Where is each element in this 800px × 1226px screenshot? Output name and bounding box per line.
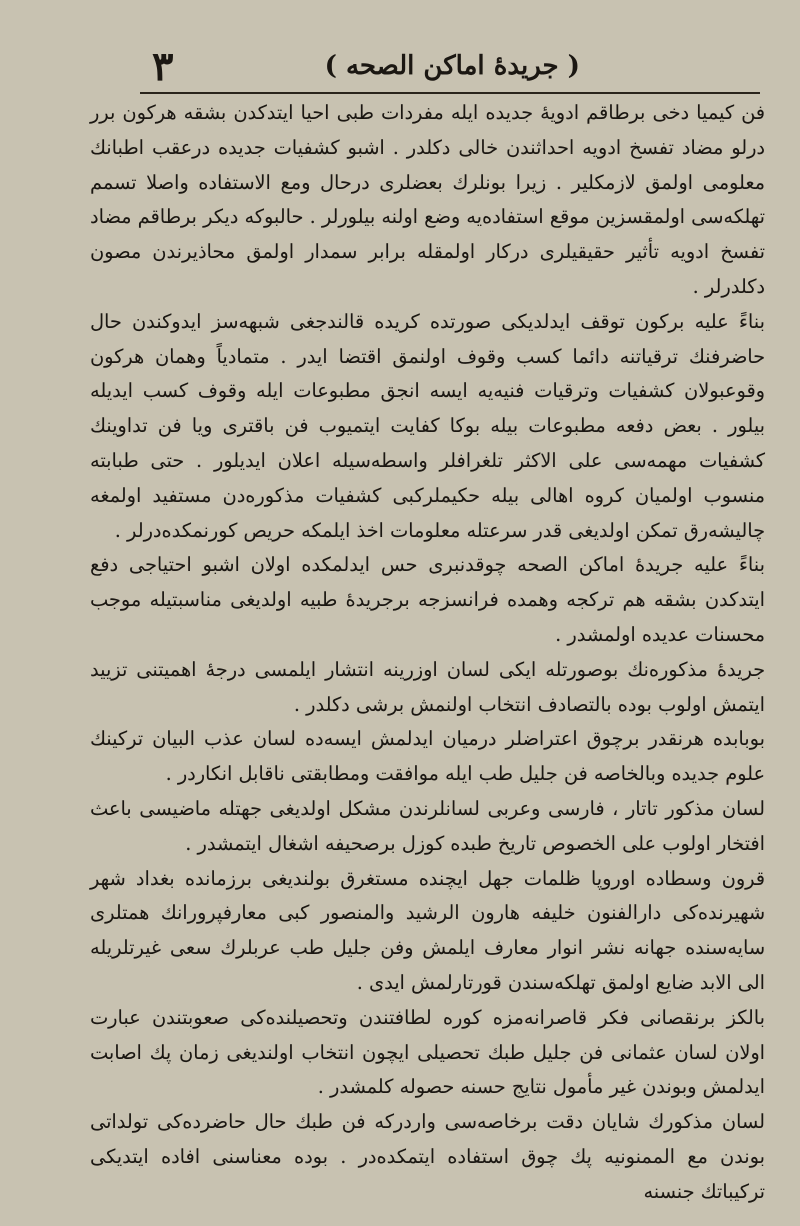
page-number: ٣ xyxy=(152,42,174,90)
paragraph: بناءً علیه برکون توقف ایدلدیکی صورتده کریده قالندجغی شبهه‌سز ایدوکندن حال حاضرفنك ترقیاتنه دائما کسب وقوف اولنمق اقتضا ایدر . متمادیاً وهمان هرکون وقوعبولان کشفیات وترقیات فنیه‌یه ایسه انجق مطبوعات ایله وقوف کسب ایدیله بیلور . بعض دفعه مطبوعات بیله بوکا کفایت ایتمیوب فن باقتری ویا فن تداوینك کشفیات مهمه‌سی علی الاکثر تلغرافلر واسطه‌سیله اعلان ایدیلور . حتی طبابته منسوب اولمیان کروه اهالی بیله حکیملرکبی کشفیات مذکوره‌دن مستفید اولمغه چالیشه‌رق تمکن اولدیغی قدر سرعتله معلومات اخذ ایلمکه حریص کورنمکده‌درلر . xyxy=(90,309,765,542)
page-header xyxy=(140,38,760,94)
paragraph: بناءً علیه جریدۀ اماکن الصحه چوقدنبری حس ایدلمکده اولان اشبو احتیاجی دفع ایتدکدن بشقه هم ترکجه وهمده فرانسزجه برجریدۀ طبیه اولدیغی مناسبتیله موجب محسنات عدیده اولمشدر . xyxy=(90,553,765,646)
paragraph: بوبابده هرنقدر برچوق اعتراضلر درمیان ایدلمش ایسه‌ده لسان عذب البیان ترکینك علوم جدیده وبالخاصه فن جلیل طب ایله موافقت ومطابقتی ناقابل انکاردر . xyxy=(90,727,765,786)
header-rule xyxy=(140,92,760,94)
paragraph: بالکز برنقصانی فکر قاصرانه‌مزه کوره لطافتندن وتحصیلنده‌کی صعوبتندن عبارت اولان لسان عثمانی فن جلیل طبك تحصیلی ایچون انتخاب اولندیغی زمان پك اصابت ایدلمش وبوندن غیر مأمول نتایج حسنه حصوله کلمشدر . xyxy=(90,1005,765,1099)
paragraph: فن کیمیا دخی برطاقم ادویۀ جدیده ایله مفردات طبی احیا ایتدکدن بشقه هرکون برر درلو مضاد تفسخ ادویه احداثندن خالی دکلدر . اشبو کشفیات جدیده درعقب اطبانك معلومی اولمق لازمکلیر . زیرا بونلرك بعضلری درحال ومع الاستفاده واصلا تسمم تهلکه‌سی اولمقسزین موقع استفاده‌یه وضع اولنه بیلورلر . حالبوکه دیکر برطاقم مضاد تفسخ ادویه تأثیر حقیقیلری درکار اولمقله برابر سمدار اولمق محاذیرندن مصون دکلدرلر . xyxy=(90,101,765,298)
running-title: ( جریدۀ اماکن الصحه ) xyxy=(324,51,580,81)
paragraph: لسان مذکور تاتار ، فارسی وعربی لسانلرندن مشکل اولدیغی جهتله ماضیسی باعث افتخار اولوب علی الخصوص تاریخ طبده کوزل برصحیفه اشغال ایتمشدر . xyxy=(90,796,765,855)
paragraph: لسان مذکورك شایان دقت برخاصه‌سی واردرکه فن طبك حال حاضرده‌کی تولداتی بوندن مع الممنونیه پك چوق استفاده ایتمکده‌در . بوده معناسنی افاده ایتدیکی ترکیباتك جنسنه xyxy=(90,1110,765,1203)
paragraph: جریدۀ مذکوره‌نك بوصورتله ایکی لسان اوزرینه انتشار ایلمسی درجۀ اهمیتنی تزیید ایتمش اولوب بوده بالتصادف انتخاب اولنمش برشی دکلدر . xyxy=(90,657,765,716)
article-body xyxy=(90,96,765,1203)
paragraph: قرون وسطاده اوروپا ظلمات جهل ایچنده مستغرق بولندیغی برزمانده بغداد شهر شهیرنده‌کی دارالفنون خلیفه هارون الرشید والمنصور کبی معارفپرورانك همتلری سایه‌سنده جهانه نشر انوار معارف ایلمش وفن جلیل طب عربلرك سعی غیرتلریله الی الابد ضایع اولمق تهلکه‌سندن قورتارلمش ایدی . xyxy=(90,866,765,994)
